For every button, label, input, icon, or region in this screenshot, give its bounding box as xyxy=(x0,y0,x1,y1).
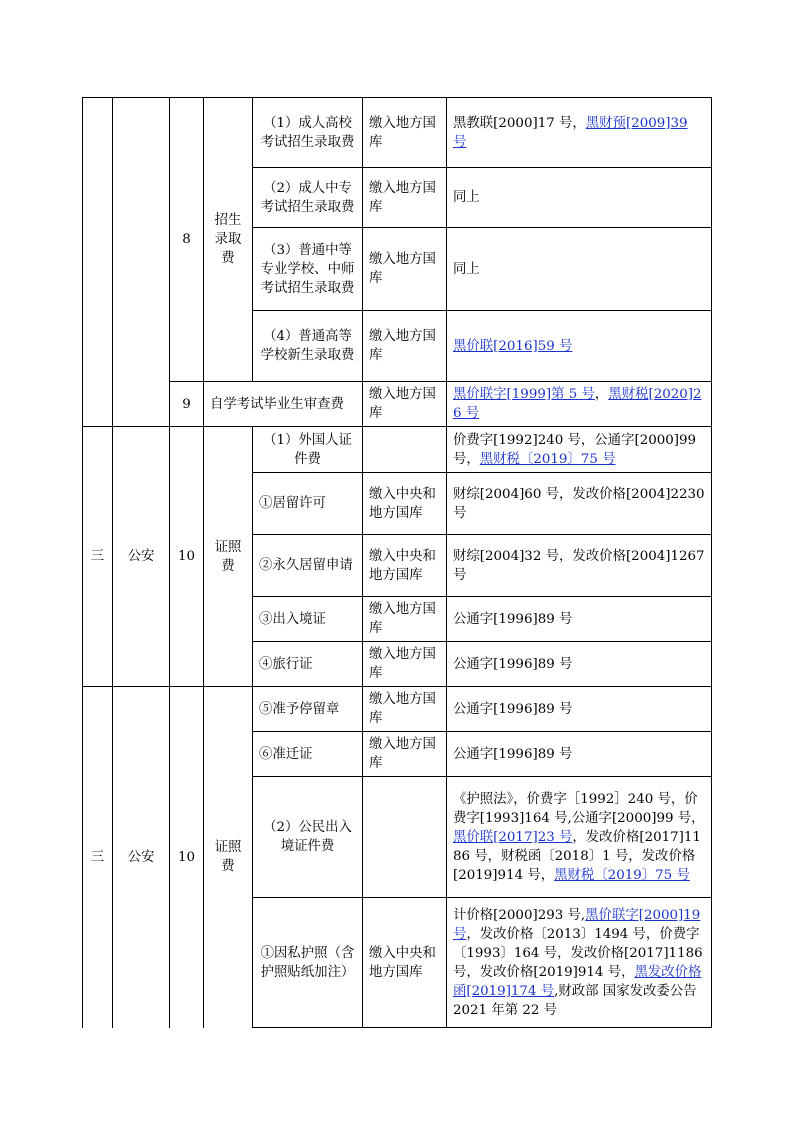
destination-cell xyxy=(363,777,447,898)
fee-item: ①因私护照（含护照贴纸加注） xyxy=(253,898,363,1028)
document-link[interactable]: 黑发改价格函[2019]174 号 xyxy=(453,964,702,999)
basis-cell xyxy=(447,777,712,898)
fee-item: ①居留许可 xyxy=(253,473,363,535)
basis-text: 黑教联[2000]17 号， xyxy=(453,115,586,131)
document-link[interactable]: 黑财预[2009]39 号 xyxy=(453,115,688,150)
destination-cell: 缴入中央和地方国库 xyxy=(363,898,447,1028)
fee-item: （2）成人中专考试招生录取费 xyxy=(253,168,363,228)
basis-cell xyxy=(447,473,712,535)
basis-cell xyxy=(447,597,712,642)
department-cell: 公安 xyxy=(113,687,170,1028)
destination-cell: 缴入中央和地方国库 xyxy=(363,535,447,597)
fee-item: ③出入境证 xyxy=(253,597,363,642)
category-cell: 三 xyxy=(83,427,113,687)
document-link[interactable]: 黑财税[2020]26 号 xyxy=(453,387,702,421)
fee-item: ②永久居留申请 xyxy=(253,535,363,597)
basis-cell xyxy=(447,898,712,1028)
table-row xyxy=(83,382,712,427)
fee-item: （1）外国人证件费 xyxy=(253,427,363,473)
seq-number: 10 xyxy=(170,427,204,687)
table-row xyxy=(83,687,712,732)
destination-cell: 缴入地方国库 xyxy=(363,382,447,427)
fee-name: 招生录取费 xyxy=(204,98,253,382)
category-cell xyxy=(83,98,113,427)
basis-text: 同上 xyxy=(453,261,480,277)
fee-name: 证照费 xyxy=(204,427,253,687)
basis-text: 公通字[1996]89 号 xyxy=(453,701,573,717)
fee-item: （1）成人高校考试招生录取费 xyxy=(253,98,363,168)
document-link[interactable]: 黑价联字[2000]19 号 xyxy=(453,907,701,942)
basis-cell xyxy=(447,687,712,732)
table-row xyxy=(83,427,712,473)
seq-number: 8 xyxy=(170,98,204,382)
seq-number: 9 xyxy=(170,382,204,427)
basis-text: ，发改价格[2017]1186 号，财税函〔2018〕1 号，发改价格[2019]914 号， xyxy=(453,829,701,883)
fee-item: ⑤准予停留章 xyxy=(253,687,363,732)
basis-cell xyxy=(447,311,712,382)
document-link[interactable]: 黑价联[2016]59 号 xyxy=(453,338,573,354)
basis-cell xyxy=(447,98,712,168)
basis-text: ，发改价格〔2013〕1494 号，价费字〔1993〕164 号，发改价格[2017]1186 号，发改价格[2019]914 号， xyxy=(453,926,703,980)
fee-table xyxy=(82,97,712,1028)
destination-cell: 缴入中央和地方国库 xyxy=(363,473,447,535)
fee-name: 证照费 xyxy=(204,687,253,1028)
document-link[interactable]: 黑财税〔2019〕75 号 xyxy=(554,867,690,883)
basis-cell xyxy=(447,535,712,597)
basis-text: 《护照法》，价费字［1992］240 号，价费字[1993]164 号,公通字[2000]99 号， xyxy=(453,791,705,826)
destination-cell: 缴入地方国库 xyxy=(363,687,447,732)
destination-cell: 缴入地方国库 xyxy=(363,642,447,687)
category-cell: 三 xyxy=(83,687,113,1028)
basis-cell xyxy=(447,642,712,687)
destination-cell: 缴入地方国库 xyxy=(363,597,447,642)
destination-cell: 缴入地方国库 xyxy=(363,732,447,777)
destination-cell: 缴入地方国库 xyxy=(363,168,447,228)
basis-text: 财综[2004]60 号，发改价格[2004]2230 号 xyxy=(453,486,705,521)
destination-cell: 缴入地方国库 xyxy=(363,228,447,311)
destination-cell: 缴入地方国库 xyxy=(363,98,447,168)
fee-item: （4）普通高等学校新生录取费 xyxy=(253,311,363,382)
basis-text: 价费字[1992]240 号，公通字[2000]99 号， xyxy=(453,432,697,467)
fee-item: （3）普通中等专业学校、中师考试招生录取费 xyxy=(253,228,363,311)
basis-cell xyxy=(447,732,712,777)
basis-text: 公通字[1996]89 号 xyxy=(453,746,573,762)
department-cell xyxy=(113,98,170,427)
document-link[interactable]: 黑价联[2017]23 号 xyxy=(453,829,573,845)
document-link[interactable]: 黑价联字[1999]第 5 号 xyxy=(453,387,595,402)
basis-text: ,财政部 国家发改委公告 2021 年第 22 号 xyxy=(453,983,697,1018)
fee-item: ④旅行证 xyxy=(253,642,363,687)
fee-item: （2）公民出入境证件费 xyxy=(253,777,363,898)
basis-text: 计价格[2000]293 号, xyxy=(453,907,586,923)
basis-text: 公通字[1996]89 号 xyxy=(453,656,573,672)
table-row xyxy=(83,98,712,168)
basis-text: 同上 xyxy=(453,190,480,205)
basis-cell xyxy=(447,168,712,228)
basis-cell xyxy=(447,382,712,427)
department-cell: 公安 xyxy=(113,427,170,687)
basis-text: ， xyxy=(594,387,609,402)
basis-cell xyxy=(447,228,712,311)
destination-cell: 缴入地方国库 xyxy=(363,311,447,382)
basis-text: 财综[2004]32 号，发改价格[2004]1267 号 xyxy=(453,548,705,583)
fee-name: 自学考试毕业生审查费 xyxy=(204,382,363,427)
seq-number: 10 xyxy=(170,687,204,1028)
basis-cell xyxy=(447,427,712,473)
document-link[interactable]: 黑财税〔2019〕75 号 xyxy=(479,451,616,467)
basis-text: 公通字[1996]89 号 xyxy=(453,611,573,627)
fee-item: ⑥准迁证 xyxy=(253,732,363,777)
destination-cell xyxy=(363,427,447,473)
